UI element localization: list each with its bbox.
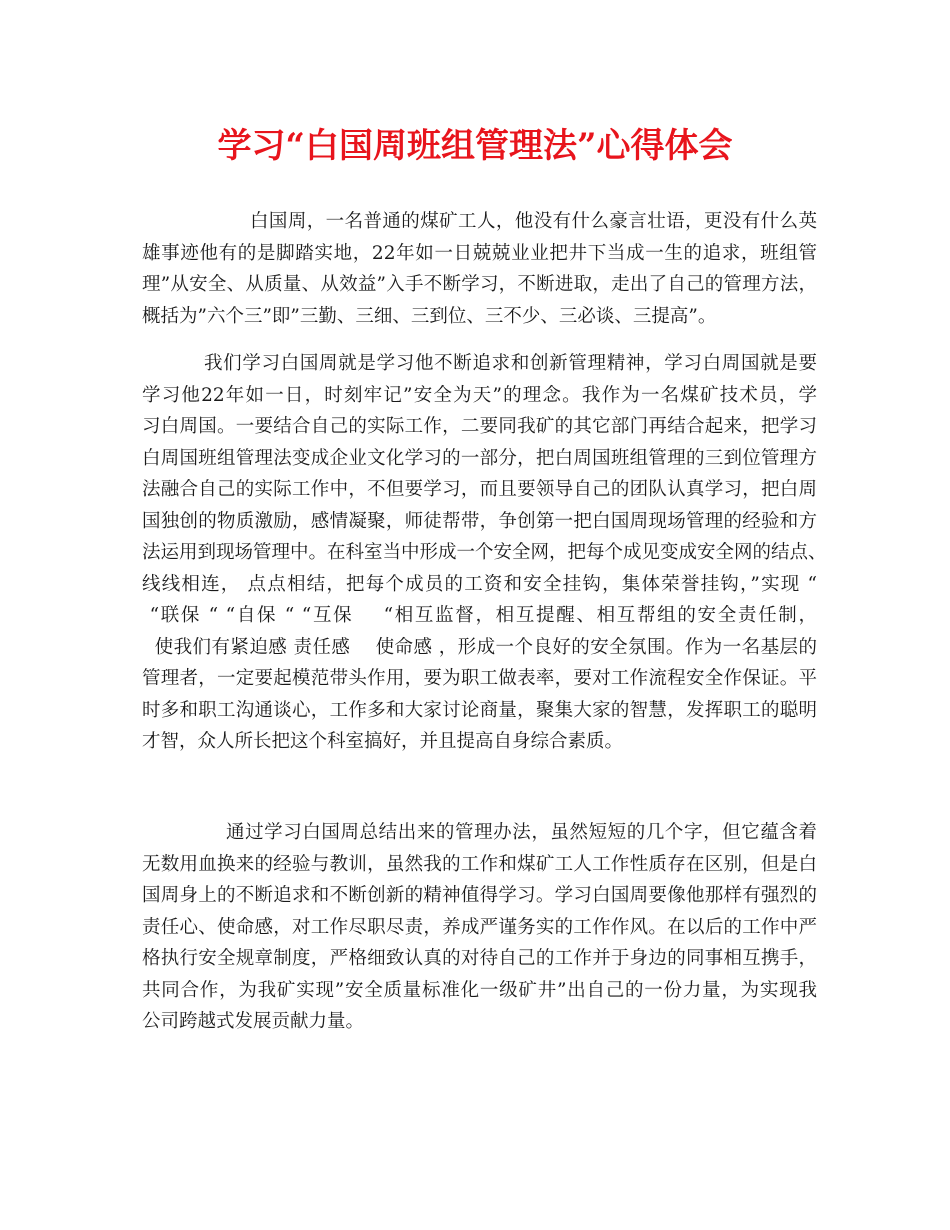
paragraph-line: 责任心、使命感，对工作尽职尽责，养成严谨务实的工作作风。在以后的工作中严 (142, 916, 817, 938)
paragraph-line: 线线相连， 点点相结，把每个成员的工资和安全挂钩，集体荣誉挂钩，”实现 “ (142, 573, 817, 595)
paragraph-line: 管理者，一定要起模范带头作用，要为职工做表率，要对工作流程安全作保证。平 (142, 668, 817, 689)
paragraph-line: 白国周，一名普通的煤矿工人，他没有什么豪言壮语，更没有什么英 (250, 211, 817, 232)
paragraph-line: 概括为”六个三”即”三勤、三细、三到位、三不少、三必谈、三提高”。 (142, 305, 717, 327)
paragraph-line: 学习他22年如一日，时刻牢记”安全为天”的理念。我作为一名煤矿技术员，学 (142, 384, 817, 406)
paragraph-line: “联保 “ “自保 “ “互保 “相互监督，相互提醒、相互帮组的安全责任制， (142, 605, 817, 626)
paragraph-line: 白周国班组管理法变成企业文化学习的一部分，把白周国班组管理的三到位管理方 (142, 447, 817, 469)
paragraph-line: 无数用血换来的经验与教训，虽然我的工作和煤矿工人工作性质存在区别，但是白 (142, 853, 817, 875)
paragraph-3 (142, 817, 817, 1038)
document-title: 学习“白国周班组管理法”心得体会 (217, 126, 733, 166)
paragraph-line: 法融合自己的实际工作中，不但要学习，而且要领导自己的团队认真学习，把白周 (142, 479, 817, 500)
paragraph-line: 共同合作，为我矿实现”安全质量标准化一级矿井”出自己的一份力量，为实现我 (142, 979, 817, 1001)
paragraph-line: 国周身上的不断追求和不断创新的精神值得学习。学习白国周要像他那样有强烈的 (142, 885, 817, 906)
paragraph-line: 格执行安全规章制度，严格细致认真的对待自己的工作并于身边的同事相互携手， (142, 948, 817, 969)
paragraph-line: 雄事迹他有的是脚踏实地，22年如一日兢兢业业把井下当成一生的追求，班组管 (142, 242, 817, 264)
paragraph-line: 理”从安全、从质量、从效益”入手不断学习，不断进取，走出了自己的管理方法， (142, 274, 817, 295)
paragraph-line: 公司跨越式发展贡献力量。 (142, 1011, 365, 1032)
paragraph-line: 时多和职工沟通谈心，工作多和大家讨论商量，聚集大家的智慧，发挥职工的聪明 (142, 699, 817, 721)
paragraph-1 (142, 206, 817, 332)
paragraph-line: 通过学习白国周总结出来的管理办法，虽然短短的几个字，但它蕴含着 (226, 822, 817, 843)
paragraph-line: 法运用到现场管理中。在科室当中形成一个安全网，把每个成见变成安全网的结点、 (142, 542, 827, 563)
paragraph-line: 我们学习白国周就是学习他不断追求和创新管理精神，学习白周国就是要 (204, 353, 817, 374)
paragraph-line: 习白周国。一要结合自己的实际工作，二要同我矿的其它部门再结合起来，把学习 (142, 416, 817, 437)
paragraph-2 (142, 348, 827, 758)
paragraph-line: 使我们有紧迫感 责任感 使命感 ，形成一个良好的安全氛围。作为一名基层的 (142, 636, 817, 658)
paragraph-line: 国独创的物质激励，感情凝聚，师徒帮带，争创第一把白国周现场管理的经验和方 (142, 510, 817, 532)
paragraph-line: 才智，众人所长把这个科室搞好，并且提高自身综合素质。 (142, 731, 624, 752)
